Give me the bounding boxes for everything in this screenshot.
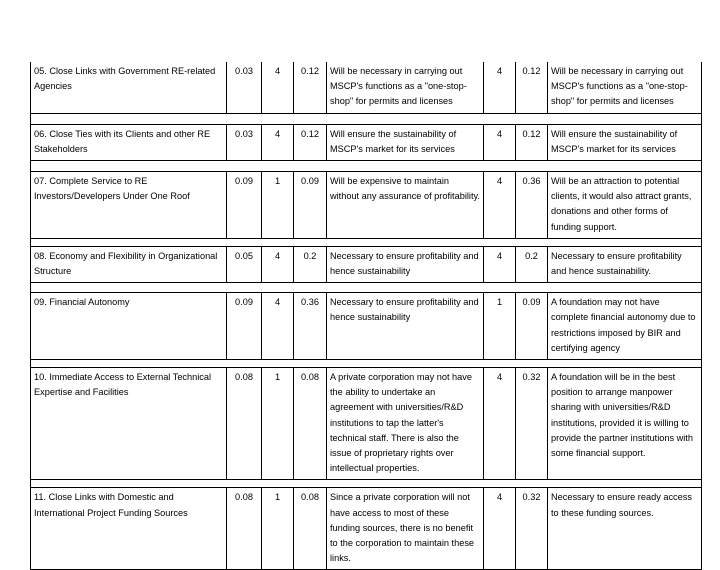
rating-a-cell: 1 [262,172,294,239]
evaluation-matrix-table [30,62,702,570]
score-a-cell: 0.12 [294,62,327,113]
comment-a-cell: Necessary to ensure profitability and hence sustainability [327,246,484,282]
row-gap [31,480,702,488]
weight-cell: 0.09 [227,293,262,360]
comment-b-cell: Will ensure the sustainability of MSCP's market for its services [548,124,702,160]
comment-b-cell: A foundation will be in the best position to arrange manpower sharing with universities/R&D institutions, provided it is willing to provide the partner institutions with some financial support. [548,368,702,480]
factor-cell: 09. Financial Autonomy [31,293,227,360]
factor-cell: 07. Complete Service to RE Investors/Developers Under One Roof [31,172,227,239]
factor-cell: 10. Immediate Access to External Technical Expertise and Facilities [31,368,227,480]
score-a-cell: 0.08 [294,488,327,570]
comment-a-cell: Will be expensive to maintain without any assurance of profitability. [327,172,484,239]
score-b-cell: 0.36 [516,172,548,239]
rating-b-cell: 4 [484,172,516,239]
comment-b-cell: Necessary to ensure profitability and hence sustainability. [548,246,702,282]
factor-cell: 06. Close Ties with its Clients and other RE Stakeholders [31,124,227,160]
row-gap [31,238,702,246]
rating-a-cell: 1 [262,368,294,480]
row-gap [31,283,702,293]
comment-a-cell: Will be necessary in carrying out MSCP's functions as a "one-stop-shop" for permits and licenses [327,62,484,113]
comment-b-cell: Will be an attraction to potential clients, it would also attract grants, donations and other forms of funding support. [548,172,702,239]
comment-b-cell: Will be necessary in carrying out MSCP's functions as a "one-stop-shop" for permits and licenses [548,62,702,113]
score-b-cell: 0.12 [516,62,548,113]
rating-b-cell: 4 [484,246,516,282]
weight-cell: 0.09 [227,172,262,239]
rating-a-cell: 4 [262,246,294,282]
evaluation-matrix-sheet [30,62,701,570]
row-gap [31,360,702,368]
score-a-cell: 0.2 [294,246,327,282]
rating-a-cell: 4 [262,124,294,160]
score-a-cell: 0.36 [294,293,327,360]
score-a-cell: 0.08 [294,368,327,480]
table-row [31,246,702,282]
score-b-cell: 0.32 [516,368,548,480]
score-b-cell: 0.09 [516,293,548,360]
rating-a-cell: 4 [262,293,294,360]
table-row [31,368,702,480]
comment-a-cell: Necessary to ensure profitability and hence sustainability [327,293,484,360]
weight-cell: 0.05 [227,246,262,282]
score-b-cell: 0.2 [516,246,548,282]
score-b-cell: 0.32 [516,488,548,570]
factor-cell: 11. Close Links with Domestic and International Project Funding Sources [31,488,227,570]
score-b-cell: 0.12 [516,124,548,160]
rating-b-cell: 1 [484,293,516,360]
comment-a-cell: A private corporation may not have the ability to undertake an agreement with universities/R&D institutions to tap the latter's technical staff. There is also the issue of proprietary rights over intellectual properties. [327,368,484,480]
weight-cell: 0.08 [227,488,262,570]
weight-cell: 0.03 [227,124,262,160]
table-row [31,124,702,160]
table-row [31,172,702,239]
weight-cell: 0.08 [227,368,262,480]
row-gap [31,161,702,172]
factor-cell: 08. Economy and Flexibility in Organizational Structure [31,246,227,282]
row-gap [31,113,702,124]
rating-b-cell: 4 [484,124,516,160]
comment-b-cell: Necessary to ensure ready access to these funding sources. [548,488,702,570]
score-a-cell: 0.12 [294,124,327,160]
score-a-cell: 0.09 [294,172,327,239]
rating-a-cell: 4 [262,62,294,113]
factor-cell: 05. Close Links with Government RE-related Agencies [31,62,227,113]
rating-b-cell: 4 [484,62,516,113]
comment-a-cell: Since a private corporation will not have access to most of these funding sources, there is no benefit to the corporation to maintain these links. [327,488,484,570]
rating-b-cell: 4 [484,488,516,570]
comment-b-cell: A foundation may not have complete financial autonomy due to restrictions imposed by BIR and certifying agency [548,293,702,360]
comment-a-cell: Will ensure the sustainability of MSCP's market for its services [327,124,484,160]
rating-a-cell: 1 [262,488,294,570]
table-row [31,488,702,570]
weight-cell: 0.03 [227,62,262,113]
table-row [31,293,702,360]
table-row [31,62,702,113]
rating-b-cell: 4 [484,368,516,480]
